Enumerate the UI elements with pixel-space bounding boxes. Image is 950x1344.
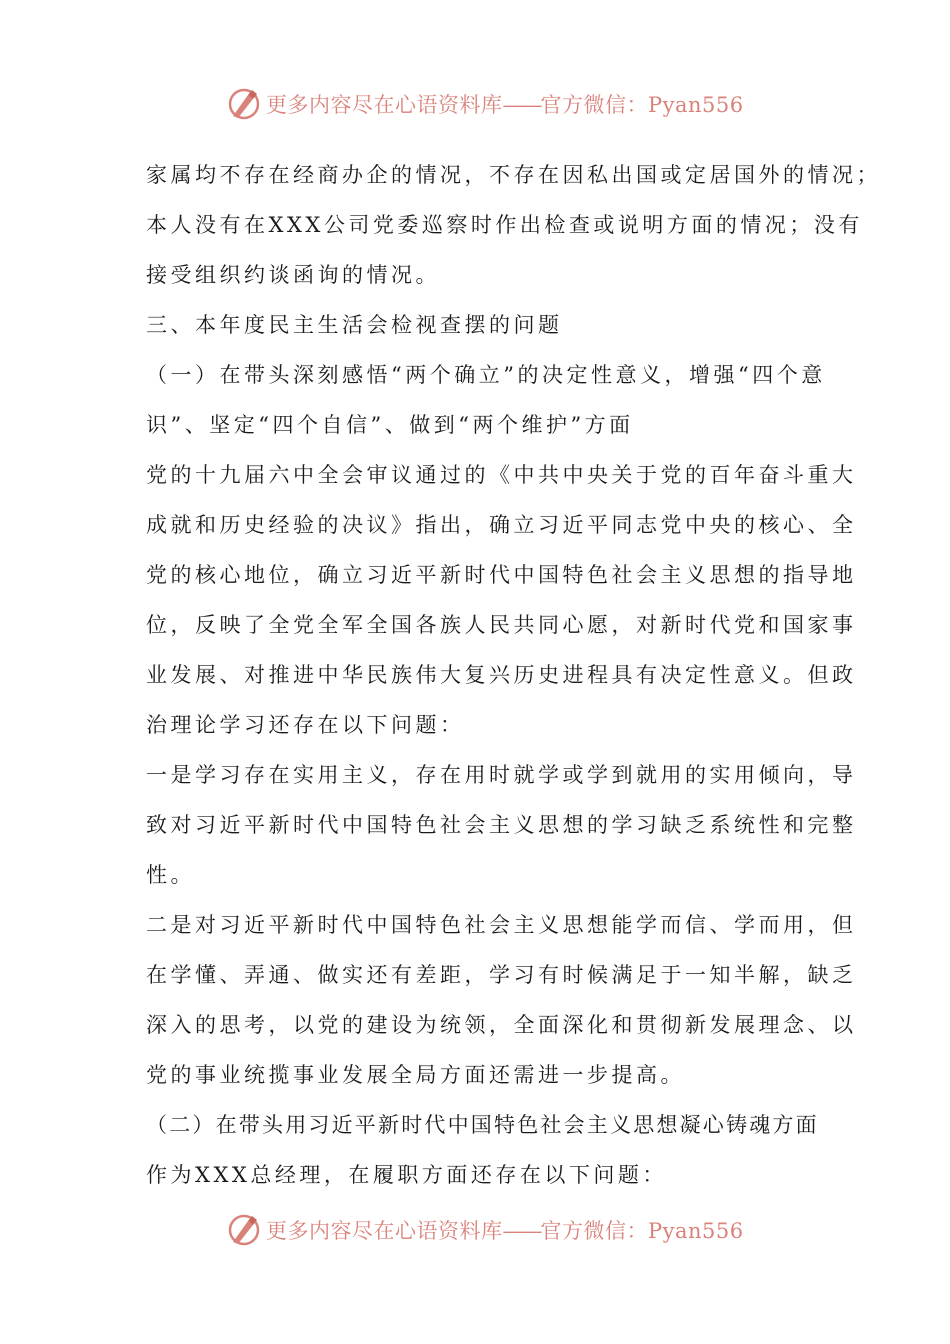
text-line: 党的十九届六中全会审议通过的《中共中央关于党的百年奋斗重大	[146, 463, 857, 487]
text-line: 位，反映了全党全军全国各族人民共同心愿，对新时代党和国家事	[146, 613, 857, 637]
text-line: 成就和历史经验的决议》指出，确立习近平同志党中央的核心、全	[146, 513, 857, 537]
text-line: 党的核心地位，确立习近平新时代中国特色社会主义思想的指导地	[146, 563, 857, 587]
text-line: 党的事业统揽事业发展全局方面还需进一步提高。	[146, 1063, 685, 1087]
text-line: 业发展、对推进中华民族伟大复兴历史进程具有决定性意义。但政	[146, 663, 857, 687]
text-line: 性。	[146, 863, 195, 887]
text-line: 作为XXX总经理，在履职方面还存在以下问题：	[146, 1163, 667, 1187]
text-line: 深入的思考，以党的建设为统领，全面深化和贯彻新发展理念、以	[146, 1013, 857, 1037]
section-heading: 三、本年度民主生活会检视查摆的问题	[146, 313, 563, 337]
text-line: 家属均不存在经商办企的情况，不存在因私出国或定居国外的情况；	[146, 163, 881, 187]
watermark-text: 更多内容尽在心语资料库——官方微信：Pyan556	[266, 1219, 744, 1243]
text-line: 致对习近平新时代中国特色社会主义思想的学习缺乏系统性和完整	[146, 813, 857, 837]
subsection-heading: （一）在带头深刻感悟“两个确立”的决定性意义，增强“四个意	[146, 363, 826, 387]
subsection-heading: （二）在带头用习近平新时代中国特色社会主义思想凝心铸魂方面	[146, 1113, 819, 1137]
text-line: 二是对习近平新时代中国特色社会主义思想能学而信、学而用，但	[146, 913, 857, 937]
document-body	[146, 150, 881, 1200]
header-watermark-banner	[226, 84, 746, 124]
pen-nib-circle-icon	[226, 1212, 262, 1248]
watermark-text: 更多内容尽在心语资料库——官方微信：Pyan556	[266, 93, 744, 117]
subsection-heading: 识”、坚定“四个自信”、做到“两个维护”方面	[146, 413, 634, 437]
footer-watermark-banner	[226, 1210, 746, 1250]
text-line: 在学懂、弄通、做实还有差距，学习有时候满足于一知半解，缺乏	[146, 963, 857, 987]
text-line: 接受组织约谈函询的情况。	[146, 263, 440, 287]
text-line: 一是学习存在实用主义，存在用时就学或学到就用的实用倾向，导	[146, 763, 857, 787]
pen-nib-circle-icon	[226, 86, 262, 122]
text-line: 治理论学习还存在以下问题：	[146, 713, 465, 737]
text-line: 本人没有在XXX公司党委巡察时作出检查或说明方面的情况；没有	[146, 213, 863, 237]
